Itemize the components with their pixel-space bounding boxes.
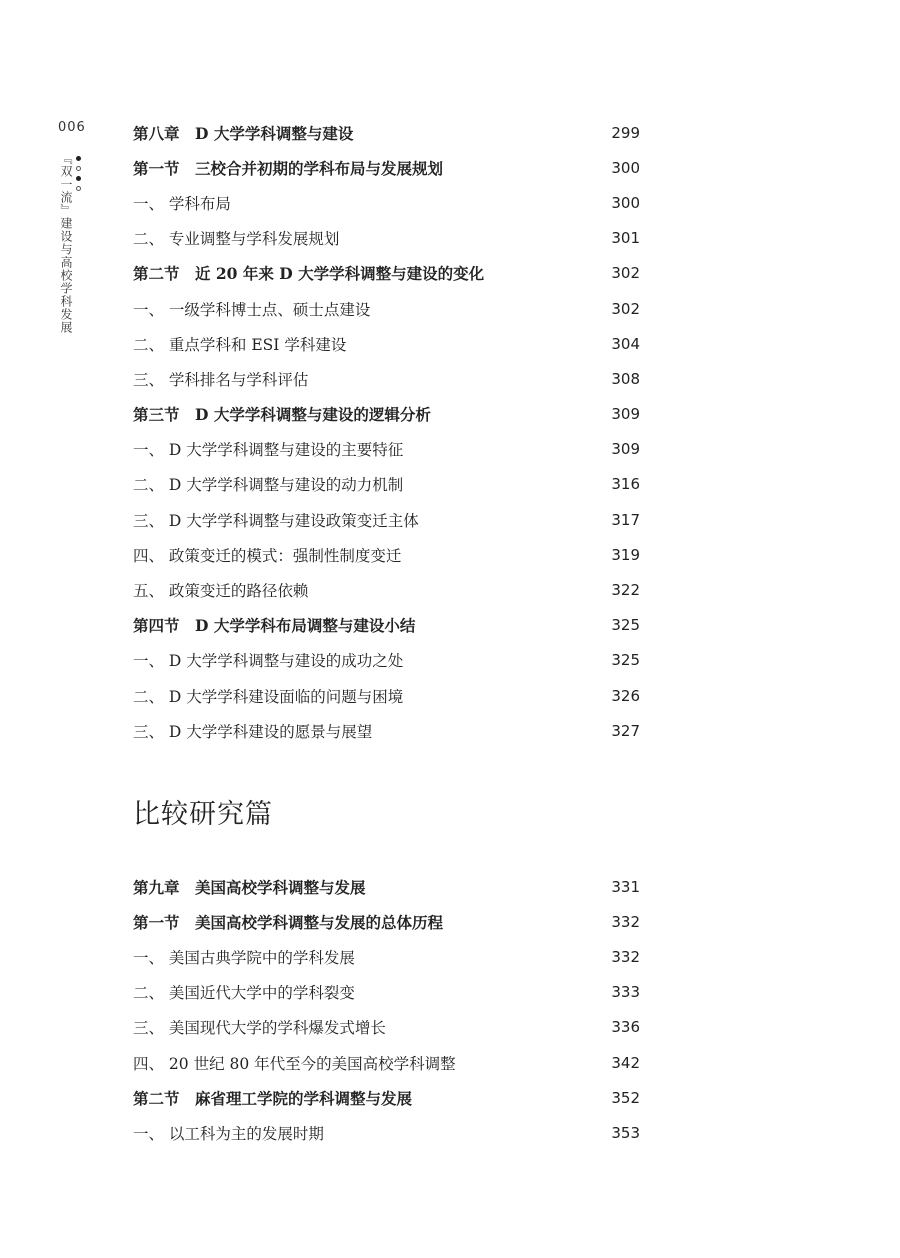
dot-icon — [76, 186, 81, 191]
toc-entry[interactable] — [133, 939, 640, 974]
toc-entry-label: 三、 D 大学学科调整与建设政策变迁主体 — [133, 511, 419, 530]
toc-entry-page: 352 — [611, 1088, 640, 1107]
toc-entry-page: 304 — [611, 334, 640, 353]
toc-entry-page: 302 — [611, 299, 640, 318]
toc-entry[interactable] — [133, 904, 640, 939]
toc-entry-page: 331 — [611, 877, 640, 896]
toc-entry-page: 336 — [611, 1018, 640, 1037]
toc-entry-page: 308 — [611, 369, 640, 388]
part-heading: 比较研究篇 — [133, 799, 273, 830]
toc-entry-label: 二、 专业调整与学科发展规划 — [133, 230, 340, 249]
toc-entry[interactable] — [133, 537, 640, 572]
toc-entry-page: 319 — [611, 545, 640, 564]
toc-entry[interactable] — [133, 115, 640, 150]
toc-entry[interactable] — [133, 975, 640, 1010]
toc-entry-label: 第二节 麻省理工学院的学科调整与发展 — [133, 1088, 413, 1108]
toc-entry-label: 二、 重点学科和 ESI 学科建设 — [133, 335, 347, 354]
toc-entry-label: 第八章 D 大学学科调整与建设 — [133, 123, 354, 143]
toc-entry-page: 300 — [611, 193, 640, 212]
dot-icon — [76, 156, 81, 161]
toc-entry-page: 326 — [611, 686, 640, 705]
toc-list-part2 — [133, 869, 640, 1151]
toc-list-part1 — [133, 115, 640, 748]
toc-entry-page: 353 — [611, 1123, 640, 1142]
toc-entry-page: 332 — [611, 912, 640, 931]
toc-entry-page: 309 — [611, 405, 640, 424]
toc-entry[interactable] — [133, 185, 640, 220]
toc-entry-label: 一、 以工科为主的发展时期 — [133, 1124, 324, 1143]
toc-entry-label: 四、 政策变迁的模式：强制性制度变迁 — [133, 546, 402, 565]
toc-entry-page: 327 — [611, 721, 640, 740]
toc-entry[interactable] — [133, 256, 640, 291]
toc-entry[interactable] — [133, 221, 640, 256]
dot-icon — [76, 176, 81, 181]
toc-entry[interactable] — [133, 291, 640, 326]
toc-entry-label: 一、 学科布局 — [133, 194, 231, 213]
toc-entry-page: 325 — [611, 616, 640, 635]
toc-entry[interactable] — [133, 1115, 640, 1150]
toc-entry-label: 四、 20 世纪 80 年代至今的美国高校学科调整 — [133, 1054, 456, 1073]
toc-entry[interactable] — [133, 432, 640, 467]
toc-entry[interactable] — [133, 643, 640, 678]
toc-entry-label: 三、 学科排名与学科评估 — [133, 370, 309, 389]
toc-entry[interactable] — [133, 1010, 640, 1045]
toc-entry[interactable] — [133, 467, 640, 502]
toc-entry-label: 五、 政策变迁的路径依赖 — [133, 582, 309, 601]
toc-entry-page: 322 — [611, 581, 640, 600]
toc-entry[interactable] — [133, 572, 640, 607]
toc-entry-label: 一、 D 大学学科调整与建设的主要特征 — [133, 441, 404, 460]
toc-entry[interactable] — [133, 397, 640, 432]
toc-entry[interactable] — [133, 1080, 640, 1115]
toc-entry[interactable] — [133, 678, 640, 713]
toc-entry-label: 第三节 D 大学学科调整与建设的逻辑分析 — [133, 405, 431, 425]
toc-entry-label: 二、 美国近代大学中的学科裂变 — [133, 984, 355, 1003]
toc-entry[interactable] — [133, 608, 640, 643]
toc-entry-page: 342 — [611, 1053, 640, 1072]
toc-entry-page: 332 — [611, 947, 640, 966]
toc-entry-page: 299 — [611, 123, 640, 142]
toc-entry-page: 325 — [611, 651, 640, 670]
toc-entry[interactable] — [133, 869, 640, 904]
toc-entry-page: 300 — [611, 158, 640, 177]
toc-entry-page: 317 — [611, 510, 640, 529]
toc-entry-page: 309 — [611, 440, 640, 459]
toc-entry-label: 三、 美国现代大学的学科爆发式增长 — [133, 1019, 386, 1038]
toc-entry-label: 第一节 美国高校学科调整与发展的总体历程 — [133, 912, 444, 932]
toc-entry[interactable] — [133, 361, 640, 396]
toc-entry-label: 第四节 D 大学学科布局调整与建设小结 — [133, 616, 416, 636]
toc-entry-label: 第一节 三校合并初期的学科布局与发展规划 — [133, 158, 444, 178]
toc-entry[interactable] — [133, 1045, 640, 1080]
toc-entry[interactable] — [133, 502, 640, 537]
toc-entry-label: 三、 D 大学学科建设的愿景与展望 — [133, 722, 373, 741]
toc-entry[interactable] — [133, 326, 640, 361]
toc-entry-label: 二、 D 大学学科调整与建设的动力机制 — [133, 476, 404, 495]
toc-entry-page: 301 — [611, 229, 640, 248]
toc-entry-label: 二、 D 大学学科建设面临的问题与困境 — [133, 687, 404, 706]
dot-icon — [76, 166, 81, 171]
toc-entry-page: 316 — [611, 475, 640, 494]
toc-entry[interactable] — [133, 713, 640, 748]
running-title: 『双一流』建设与高校学科发展 — [59, 152, 73, 334]
toc-entry-label: 第九章 美国高校学科调整与发展 — [133, 877, 366, 897]
toc-entry-label: 一、 D 大学学科调整与建设的成功之处 — [133, 652, 404, 671]
toc-entry[interactable] — [133, 150, 640, 185]
toc-entry-label: 一、 一级学科博士点、硕士点建设 — [133, 300, 371, 319]
toc-entry-page: 302 — [611, 264, 640, 283]
toc-entry-label: 第二节 近 20 年来 D 大学学科调整与建设的变化 — [133, 264, 485, 284]
toc-entry-page: 333 — [611, 983, 640, 1002]
page-number: 006 — [58, 120, 86, 135]
toc-entry-label: 一、 美国古典学院中的学科发展 — [133, 948, 355, 967]
decorative-dots — [76, 156, 84, 196]
